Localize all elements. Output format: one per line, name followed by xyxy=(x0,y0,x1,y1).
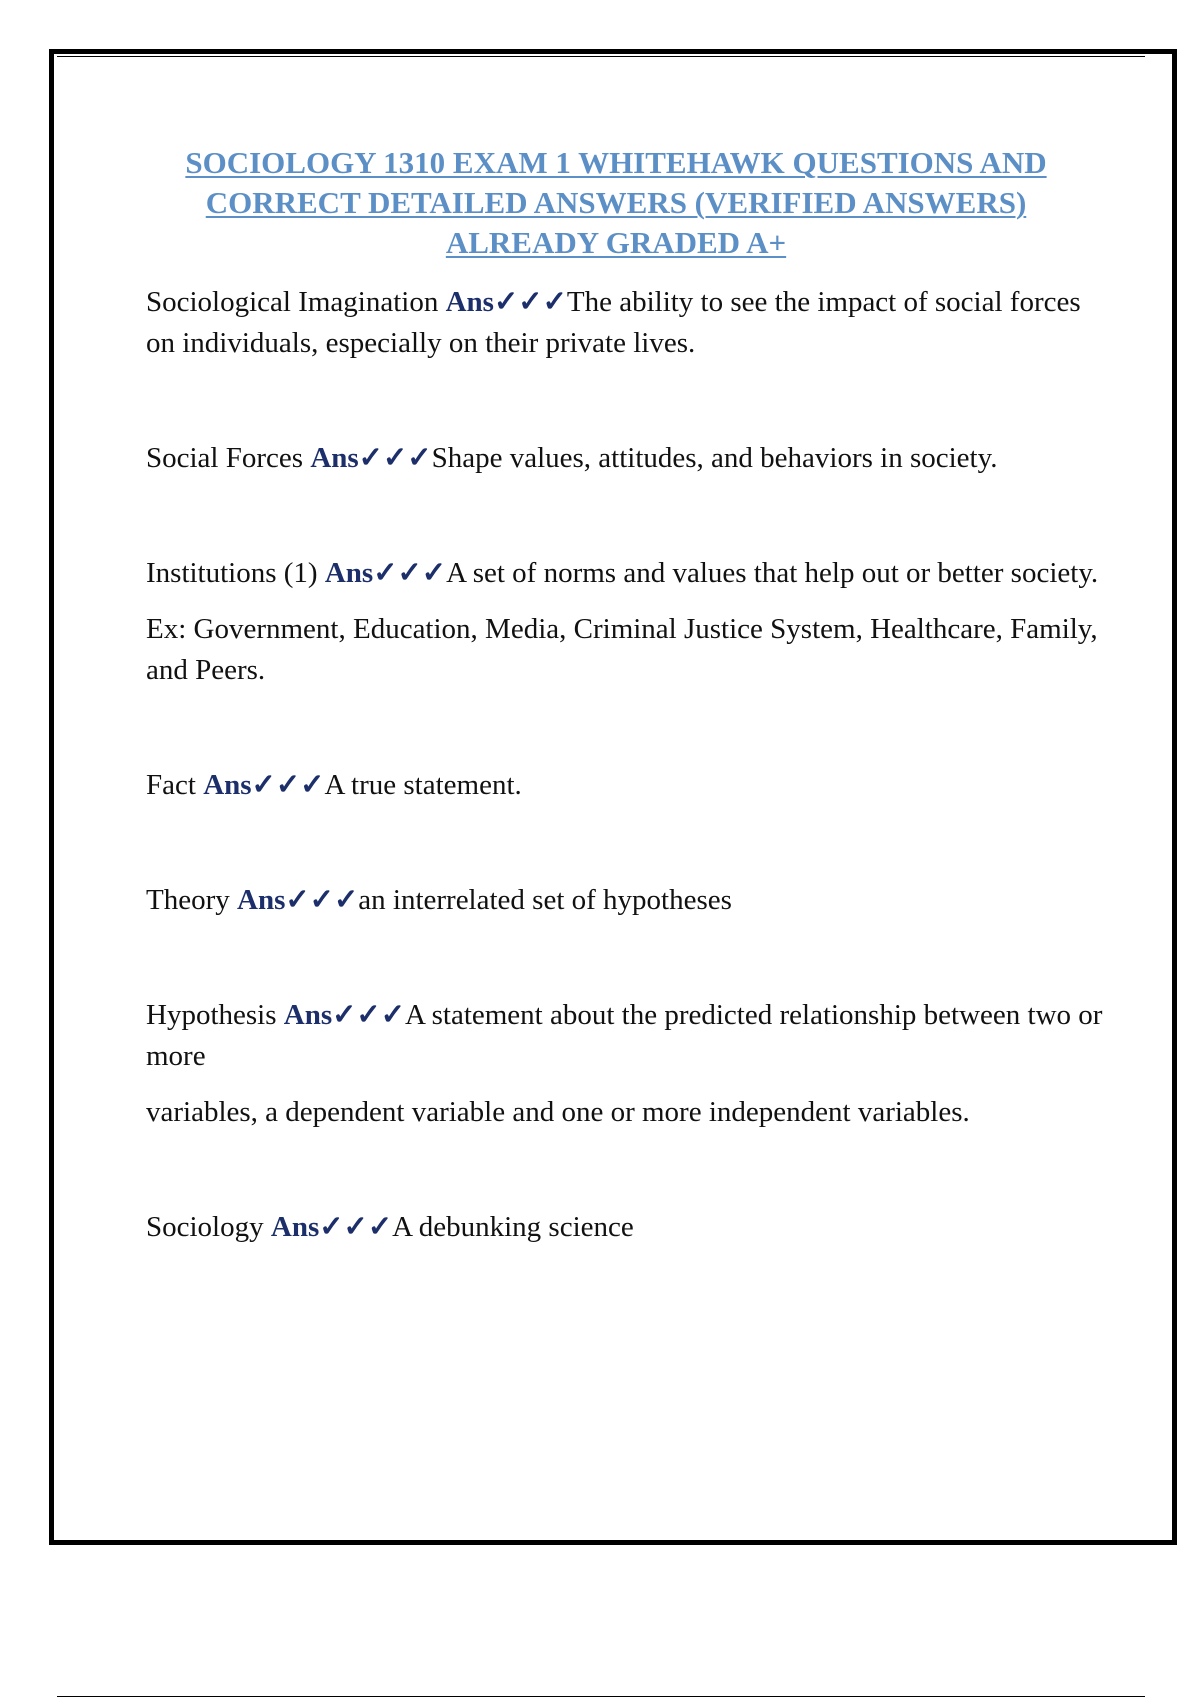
entry-answer: A statement about the predicted relationship between two or more xyxy=(146,999,1103,1072)
entry-answer: A true statement. xyxy=(324,769,522,801)
qa-entry xyxy=(146,765,1106,806)
answer-marker: Ans✓✓✓ xyxy=(283,999,406,1031)
answer-marker: Ans✓✓✓ xyxy=(310,442,432,474)
qa-entry xyxy=(146,1207,1106,1248)
entry-term: Fact xyxy=(146,769,196,801)
qa-entry xyxy=(146,438,1106,479)
entry-term: Theory xyxy=(146,884,230,916)
entry-extra: variables, a dependent variable and one or more independent variables. xyxy=(146,1096,970,1128)
entry-term: Sociology xyxy=(146,1211,264,1243)
entry-term: Social Forces xyxy=(146,442,304,474)
qa-entry xyxy=(146,282,1106,364)
entry-answer: Shape values, attitudes, and behaviors in society. xyxy=(431,442,998,474)
qa-line xyxy=(146,553,1106,594)
qa-line xyxy=(146,995,1106,1077)
title-line: ALREADY GRADED A+ xyxy=(445,225,787,260)
qa-list xyxy=(146,282,1106,1248)
answer-marker: Ans✓✓✓ xyxy=(445,286,567,318)
answer-marker: Ans✓✓✓ xyxy=(324,557,447,589)
entry-term: Sociological Imagination xyxy=(146,286,439,318)
qa-entry xyxy=(146,995,1106,1133)
document-title xyxy=(120,143,1112,263)
answer-marker: Ans✓✓✓ xyxy=(203,769,325,801)
entry-answer: A debunking science xyxy=(392,1211,634,1243)
entry-term: Hypothesis xyxy=(146,999,277,1031)
qa-line xyxy=(146,438,1106,479)
qa-line xyxy=(146,1207,1106,1248)
entry-answer: The ability to see the impact of social forces on individuals, especially on their private lives. xyxy=(146,286,1081,359)
entry-extra: Ex: Government, Education, Media, Criminal Justice System, Healthcare, Family, and Peers. xyxy=(146,613,1098,686)
bottom-divider xyxy=(57,1696,1145,1697)
qa-entry xyxy=(146,880,1106,921)
entry-answer: A set of norms and values that help out or better society. xyxy=(446,557,1099,589)
answer-marker: Ans✓✓✓ xyxy=(237,884,359,916)
answer-marker: Ans✓✓✓ xyxy=(270,1211,393,1243)
qa-line xyxy=(146,880,1106,921)
qa-line xyxy=(146,282,1106,364)
qa-entry xyxy=(146,553,1106,691)
entry-answer: an interrelated set of hypotheses xyxy=(358,884,732,916)
top-divider xyxy=(57,56,1145,57)
title-line: CORRECT DETAILED ANSWERS (VERIFIED ANSWERS) xyxy=(205,185,1027,220)
title-line: SOCIOLOGY 1310 EXAM 1 WHITEHAWK QUESTIONS AND xyxy=(185,145,1047,180)
entry-term: Institutions (1) xyxy=(146,557,318,589)
qa-line xyxy=(146,765,1106,806)
